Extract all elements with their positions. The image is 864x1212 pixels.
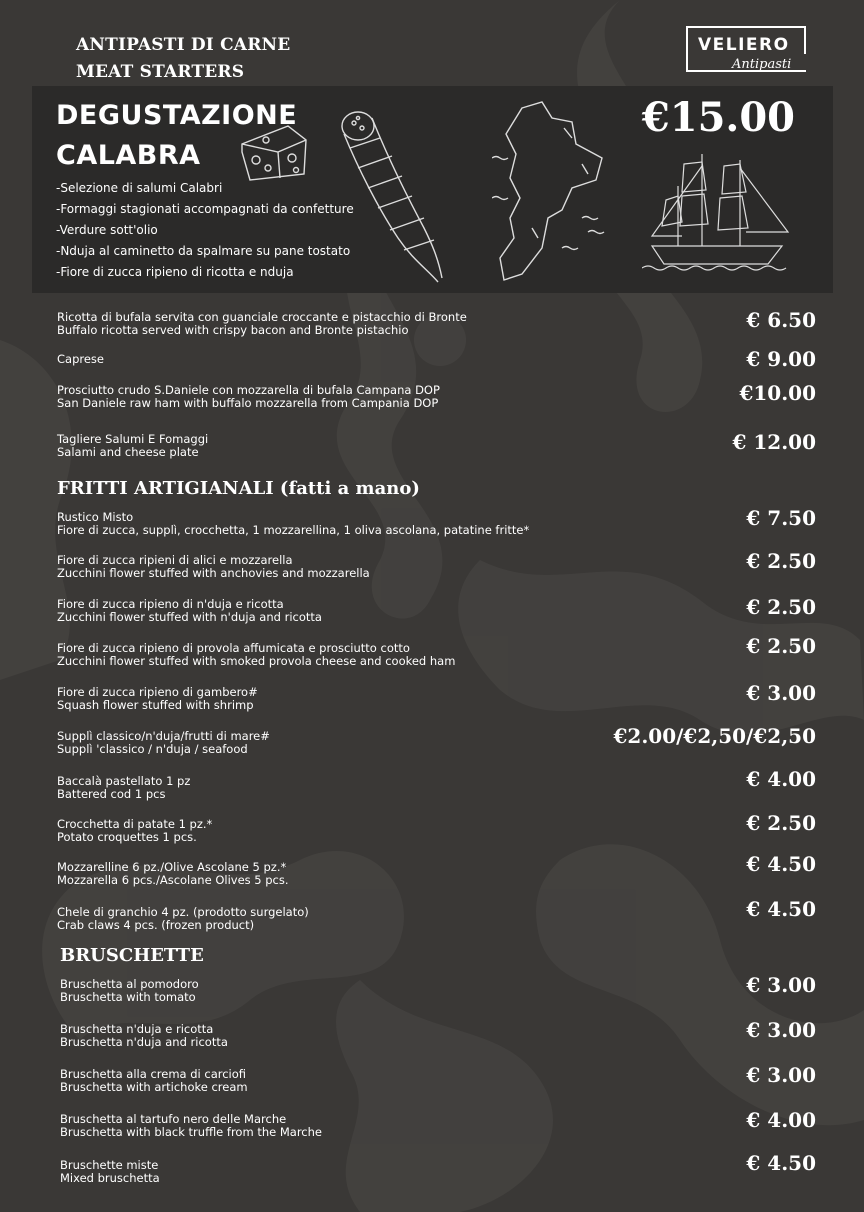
item-price: € 4.00 bbox=[746, 767, 816, 791]
menu-item bbox=[57, 554, 817, 580]
item-name-italian: Fiore di zucca ripieno di n'duja e ricotta bbox=[57, 597, 284, 611]
item-name-italian: Mozzarelline 6 pz./Olive Ascolane 5 pz.* bbox=[57, 860, 287, 874]
item-name-italian: Crocchetta di patate 1 pz.* bbox=[57, 817, 213, 831]
item-name-italian: Fiore di zucca ripieno di gambero# bbox=[57, 685, 258, 699]
item-price: € 12.00 bbox=[732, 430, 816, 454]
feature-price: €15.00 bbox=[641, 94, 795, 141]
item-name-italian: Chele di granchio 4 pz. (prodotto surgelato) bbox=[57, 905, 309, 919]
item-price: € 4.00 bbox=[746, 1108, 816, 1132]
menu-item bbox=[60, 1023, 820, 1049]
menu-item bbox=[57, 642, 817, 668]
feature-item: -Formaggi stagionati accompagnati da confetture bbox=[56, 202, 354, 216]
item-name-english: Crab claws 4 pcs. (frozen product) bbox=[57, 918, 255, 932]
item-name-italian: Tagliere Salumi E Fomaggi bbox=[57, 432, 209, 446]
feature-item: -Selezione di salumi Calabri bbox=[56, 181, 223, 195]
menu-item bbox=[57, 598, 817, 624]
item-name-italian: Caprese bbox=[57, 352, 104, 366]
item-price: €10.00 bbox=[739, 381, 816, 405]
feature-title-line2: CALABRA bbox=[56, 140, 201, 171]
veliero-logo bbox=[686, 26, 806, 78]
item-name-italian: Bruschetta al tartufo nero delle Marche bbox=[60, 1112, 287, 1126]
item-name-english: Squash flower stuffed with shrimp bbox=[57, 698, 254, 712]
item-name-english: Supplì 'classico / n'duja / seafood bbox=[57, 742, 248, 756]
menu-item bbox=[57, 686, 817, 712]
item-name-italian: Fiore di zucca ripieni di alici e mozzarella bbox=[57, 553, 293, 567]
item-name-english: Zucchini flower stuffed with n'duja and ricotta bbox=[57, 610, 322, 624]
salami-sketch-icon bbox=[338, 108, 448, 288]
menu-item bbox=[57, 906, 817, 932]
item-name-italian: Prosciutto crudo S.Daniele con mozzarella di bufala Campana DOP bbox=[57, 383, 440, 397]
item-price: € 4.50 bbox=[746, 852, 816, 876]
item-name-english: Fiore di zucca, supplì, crocchetta, 1 mozzarellina, 1 oliva ascolana, patatine fritte* bbox=[57, 523, 530, 537]
item-name-italian: Rustico Misto bbox=[57, 510, 134, 524]
logo-subtitle: Antipasti bbox=[732, 57, 792, 72]
item-price: €2.00/€2,50/€2,50 bbox=[613, 724, 816, 748]
item-price: € 3.00 bbox=[746, 1018, 816, 1042]
item-name-english: San Daniele raw ham with buffalo mozzarella from Campania DOP bbox=[57, 396, 439, 410]
item-name-english: Salami and cheese plate bbox=[57, 445, 199, 459]
item-price: € 3.00 bbox=[746, 681, 816, 705]
item-price: € 4.50 bbox=[746, 897, 816, 921]
section-title-fritti: FRITTI ARTIGIANALI (fatti a mano) bbox=[57, 478, 420, 499]
item-price: € 9.00 bbox=[746, 347, 816, 371]
section-title-bruschette: BRUSCHETTE bbox=[60, 945, 204, 966]
cheese-sketch-icon bbox=[238, 122, 310, 184]
sailing-ship-sketch-icon bbox=[642, 146, 792, 274]
item-name-english: Mixed bruschetta bbox=[60, 1171, 160, 1185]
item-name-english: Bruschetta n'duja and ricotta bbox=[60, 1035, 228, 1049]
item-price: € 3.00 bbox=[746, 1063, 816, 1087]
item-name-english: Battered cod 1 pcs bbox=[57, 787, 166, 801]
item-name-english: Zucchini flower stuffed with anchovies and mozzarella bbox=[57, 566, 370, 580]
item-name-italian: Ricotta di bufala servita con guanciale croccante e pistacchio di Bronte bbox=[57, 310, 467, 324]
menu-item bbox=[60, 1068, 820, 1094]
calabria-map-sketch-icon bbox=[492, 98, 612, 288]
menu-item bbox=[57, 861, 817, 887]
menu-item bbox=[57, 818, 817, 844]
item-name-english: Potato croquettes 1 pcs. bbox=[57, 830, 197, 844]
header-title-italian: ANTIPASTI DI CARNE bbox=[76, 35, 291, 55]
menu-item bbox=[57, 511, 817, 537]
featured-tasting-panel bbox=[32, 86, 833, 293]
logo-name: VELIERO bbox=[698, 35, 790, 55]
item-name-english: Bruschetta with artichoke cream bbox=[60, 1080, 248, 1094]
menu-item bbox=[57, 433, 817, 459]
item-price: € 7.50 bbox=[746, 506, 816, 530]
item-name-italian: Bruschette miste bbox=[60, 1158, 159, 1172]
feature-item: -Fiore di zucca ripieno di ricotta e nduja bbox=[56, 265, 294, 279]
menu-item bbox=[60, 978, 820, 1004]
item-name-italian: Bruschetta al pomodoro bbox=[60, 977, 199, 991]
section-header bbox=[76, 32, 290, 86]
item-price: € 3.00 bbox=[746, 973, 816, 997]
feature-item-list bbox=[56, 178, 354, 283]
item-name-english: Bruschetta with tomato bbox=[60, 990, 196, 1004]
item-name-english: Zucchini flower stuffed with smoked provola cheese and cooked ham bbox=[57, 654, 456, 668]
item-name-italian: Baccalà pastellato 1 pz bbox=[57, 774, 191, 788]
header-title-english: MEAT STARTERS bbox=[76, 62, 245, 82]
item-price: € 2.50 bbox=[746, 634, 816, 658]
feature-title-line1: DEGUSTAZIONE bbox=[56, 100, 298, 131]
item-price: € 6.50 bbox=[746, 308, 816, 332]
menu-item bbox=[57, 384, 817, 410]
feature-item: -Nduja al caminetto da spalmare su pane tostato bbox=[56, 244, 351, 258]
item-name-english: Bruschetta with black truffle from the Marche bbox=[60, 1125, 322, 1139]
item-name-italian: Bruschetta n'duja e ricotta bbox=[60, 1022, 214, 1036]
item-price: € 2.50 bbox=[746, 549, 816, 573]
item-name-italian: Supplì classico/n'duja/frutti di mare# bbox=[57, 729, 270, 743]
item-price: € 4.50 bbox=[746, 1151, 816, 1175]
item-name-italian: Fiore di zucca ripieno di provola affumicata e prosciutto cotto bbox=[57, 641, 410, 655]
item-name-english: Mozzarella 6 pcs./Ascolane Olives 5 pcs. bbox=[57, 873, 289, 887]
menu-item bbox=[60, 1159, 820, 1185]
item-name-italian: Bruschetta alla crema di carciofi bbox=[60, 1067, 247, 1081]
feature-item: -Verdure sott'olio bbox=[56, 223, 158, 237]
item-name-english: Buffalo ricotta served with crispy bacon and Bronte pistachio bbox=[57, 323, 409, 337]
menu-item bbox=[57, 775, 817, 801]
menu-item bbox=[57, 311, 817, 337]
item-price: € 2.50 bbox=[746, 811, 816, 835]
menu-item bbox=[57, 353, 817, 366]
item-price: € 2.50 bbox=[746, 595, 816, 619]
menu-item bbox=[60, 1113, 820, 1139]
